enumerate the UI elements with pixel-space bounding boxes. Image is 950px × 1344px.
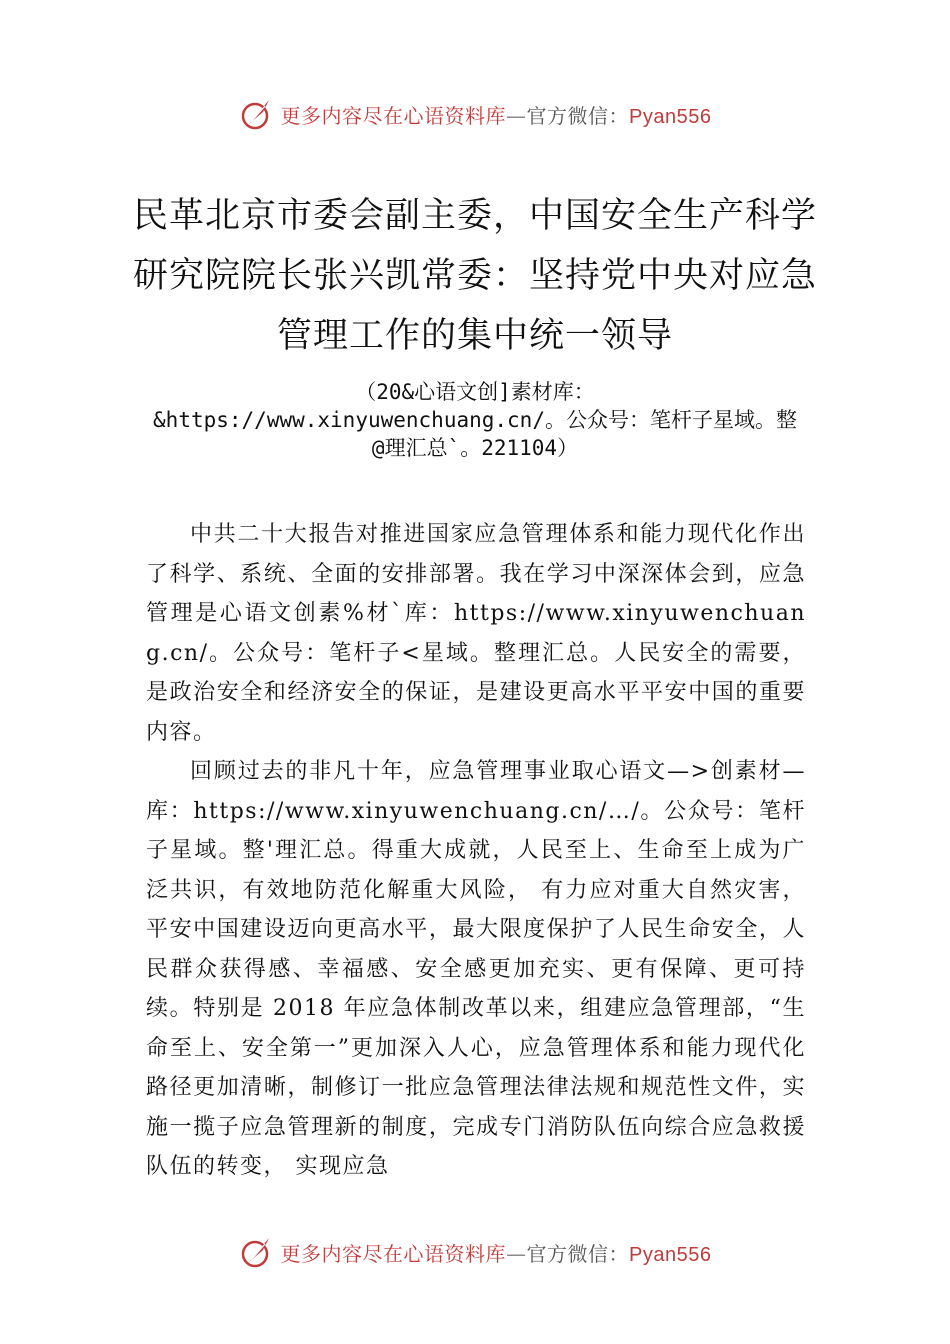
banner-wechat-label: 官方微信： [526, 103, 630, 128]
banner-wechat-id: Pyan556 [629, 105, 712, 128]
banner-text [281, 1238, 712, 1267]
document-title: 民革北京市委会副主委，中国安全生产科学研究院院长张兴凯常委：坚持党中央对应急管理工作的集中统一领导 [132, 196, 817, 356]
banner-main-text: 更多内容尽在心语资料库 [280, 103, 507, 128]
body-paragraph-2: 回顾过去的非凡十年，应急管理事业取心语文—>创素材—库：https://www.xinyuwenchuang.cn/…/。公众号：笔杆子星域。整'理汇总。得重大成就，人民至上、生命至上成为广泛共识，有效地防范化解重大风险， 有力应对重大自然灾害，平安中国建设迈向更高水平，最大限度保护了人民生命安全，人民群众获得感、幸福感、安全感更加充实、更有保障、更可持续。特别是 2018 年应急体制改革以来，组建应急管理部，“生命至上、安全第一”更加深入人心，应急管理体系和能力现代化路径更加清晰，制修订一批应急管理法律法规和规范性文件，实施一揽子应急管理新的制度，完成专门消防队伍向综合应急救援队伍的转变， 实现应急 [146, 759, 806, 1179]
banner-text [281, 100, 712, 129]
document-body [146, 515, 806, 1187]
banner-separator: — [506, 1241, 527, 1266]
banner-wechat-id: Pyan556 [629, 1243, 712, 1266]
source-note: （20&心语文创]素材库：&https://www.xinyuwenchuang.cn/。公众号：笔杆子星域。整@理汇总`。221104） [153, 380, 797, 460]
body-paragraph-1: 中共二十大报告对推进国家应急管理体系和能力现代化作出了科学、系统、全面的安排部署。我在学习中深深体会到，应急管理是心语文创素%材`库：https://www.xinyuwenchuang.cn/。公众号：笔杆子<星域。整理汇总。人民安全的需要，是政治安全和经济安全的保证，是建设更高水平平安中国的重要内容。 [146, 522, 806, 745]
header-banner [0, 94, 950, 134]
quill-logo-icon [239, 96, 275, 132]
quill-logo-icon [239, 1234, 275, 1270]
banner-wechat-label: 官方微信： [526, 1241, 630, 1266]
footer-banner [0, 1232, 950, 1272]
banner-main-text: 更多内容尽在心语资料库 [280, 1241, 507, 1266]
banner-separator: — [506, 103, 527, 128]
